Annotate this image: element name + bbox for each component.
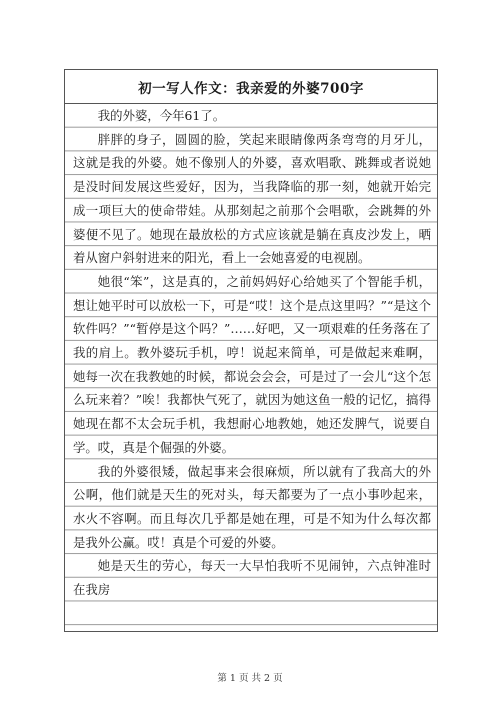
page-number-footer: 第 1 页 共 2 页 — [217, 673, 283, 684]
paragraph-4: 我的外婆很矮，做起事来会很麻烦，所以就有了我高大的外公啊，他们就是天生的死对头，每天都要为了一点小事吵起来，水火不容啊。而且每次几乎都是她在理，可是不知为什么每次都是我外公赢。哎！真是个可爱的外婆。 — [73, 463, 431, 550]
essay-sheet — [64, 69, 438, 632]
essay-body — [65, 104, 437, 632]
paragraph-1: 我的外婆，今年61了。 — [97, 108, 226, 123]
paragraph-2: 胖胖的身子，圆圆的脸，笑起来眼睛像两条弯弯的月牙儿，这就是我的外婆。她不像别人的外婆，喜欢唱歌、跳舞或者说她是没时间发展这些爱好，因为，当我降临的那一刻，她就开始完成一项巨大的使命带娃。从那刻起之前那个会唱歌，会跳舞的外婆便不见了。她现在最放松的方式应该就是躺在真皮沙发上，晒着从窗户斜射进来的阳光，看上一会她喜爱的电视剧。 — [73, 131, 431, 266]
paragraph-5: 她是天生的劳心，每天一大早怕我听不见闹钟，六点钟准时在我房 — [73, 558, 431, 598]
essay-title: 初一写人作文：我亲爱的外婆700字 — [65, 70, 437, 104]
paragraph-3: 她很“笨”，这是真的，之前妈妈好心给她买了个智能手机，想让她平时可以放松一下，可是“哎！这个是点这里吗？”“是这个软件吗？”“暂停是这个吗？”……好吧，又一项艰难的任务落在了我的肩上。教外婆玩手机，哼！说起来简单，可是做起来难啊，她每一次在我教她的时候，都说会会会，可是过了一会儿“这个怎么玩来着？”唉！我都快气死了，就因为她这鱼一般的记忆，搞得她现在都不太会玩手机，我想耐心地教她，她还发脾气，说要自学。哎，真是个倔强的外婆。 — [73, 273, 431, 455]
